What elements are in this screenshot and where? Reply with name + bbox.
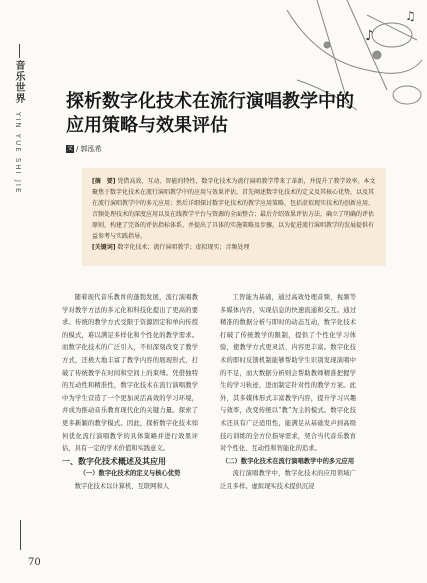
- abstract-label: [摘 要]: [92, 178, 116, 185]
- subsection-paragraph-1: 数字化技术以计算机、互联网和人: [74, 482, 170, 490]
- column-title-cn: 音乐世界: [13, 60, 24, 104]
- intro-paragraph: 随着现代音乐教育的蓬勃发展，流行演唱教学对教学方法的多元化和科技化提出了更高的要求。传统的教学方式受限于资源固定和单向传授的模式，难以满足多样化和个性化的教学需求。而数字化技术的广泛引入，不但深刻改变了教学方式，还极大地丰富了教学内容的展现形式，打破了传统教学在时间和空间上的束缚。凭借独特的互动性和精准性，数字化技术在流行演唱教学中为学生营造了一个更加灵活高效的学习环境，并成为推动音乐教育现代化的关键力量。探索了更多新颖的教学模式。因此，探析数字化技术如何优化流行演唱教学的具体策略并进行效果评估，具有一定的学术价值和实践意义。: [62, 294, 198, 453]
- keywords-label: [关键词]: [92, 244, 116, 251]
- section-heading-1: 一、数字化技术概述及其应用: [62, 456, 166, 466]
- page-number: 70: [28, 557, 41, 568]
- abstract-text: 凭借高效、互动、智能的特性，数字化技术为流行演唱教学带来了革新，并提升了教学效率。本文聚焦于数字化技术在流行演唱教学中的应用与效果评估，首先阐述数字化技术的定义及其核心优势，以及其在流行演唱教学中的多元应用；然后详细探讨数字化技术的教学应用策略，包括虚拟现实技术的创新应用、音频处理技术的深度应用以及在线教学平台与资源的全面整合；最后介绍效果评估方法，确立了明确的评估原则，构建了完备的评估指标体系，并提出了具体的实施策略及步骤，以为促进流行演唱教学的发展提供有益参考与实践指导。: [92, 178, 376, 240]
- svg-text:♫: ♫: [405, 9, 416, 23]
- right-column: [220, 292, 356, 494]
- author-line: [66, 144, 102, 154]
- subsection-paragraph-2: 流行演唱教学中，数字化技术的应用领域广泛且多样。虚拟现实技术提供沉浸: [220, 470, 356, 490]
- abstract-box: [82, 168, 386, 266]
- column-title: [12, 60, 28, 194]
- continued-paragraph: 工智能为基础，通过高效处理音频、视频等多媒体内容，实现信息的快速流通和交互。通过精准的数据分析与即时的动态互动，数字化技术打破了传统教学的限制，提供了个性化学习体验，使教学方式更灵活、内容更丰富。数字化技术的即时反馈机制能够帮助学生识别发现演唱中的不足，而大数据分析则会帮助教师精准把握学生的学习轨迹，进而制定针对性的教学方案。此外，其多媒体形式丰富教学内容，提升学习兴趣与效率，改变传统以“教”为主的模式。数字化技术还具有广泛适用性，能满足从基础发声到高级技巧训练的全方位指导需求，契合当代音乐教育对个性化、互动性和智能化的追求。: [220, 294, 356, 453]
- side-rule: [19, 44, 20, 58]
- subsection-heading-1: （一）数字化技术的定义与核心优势: [79, 470, 181, 478]
- keywords-text: 数字化技术；流行演唱教学；虚拟现实；音频处理: [117, 244, 250, 251]
- article-title: 探析数字化技术在流行演唱教学中的应用策略与效果评估: [66, 91, 354, 136]
- left-column: [62, 292, 198, 494]
- bottom-rule: [20, 520, 21, 550]
- column-title-en: YIN YUE SHI JIE: [14, 112, 22, 195]
- author-mark: 文: [66, 145, 73, 152]
- author-name: / 郭泓希: [76, 145, 102, 153]
- subsection-heading-2: （二）数字化技术在流行演唱教学中的多元应用: [221, 457, 355, 465]
- svg-text:♪: ♪: [365, 28, 374, 44]
